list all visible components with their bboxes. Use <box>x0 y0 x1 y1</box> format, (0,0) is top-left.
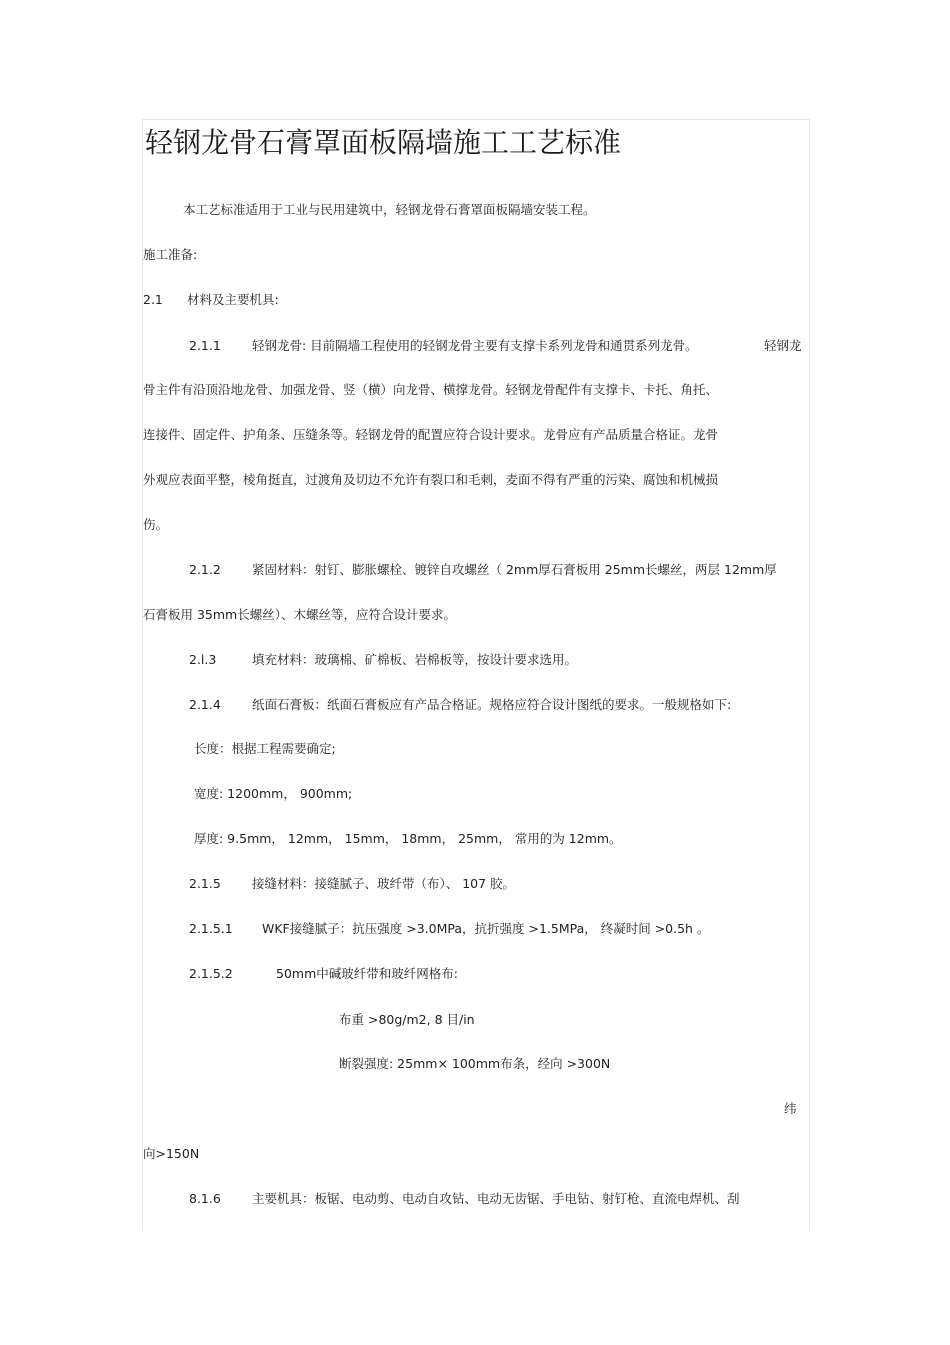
section-2-1-text: 材料及主要机具: <box>187 292 279 307</box>
section-2-1-5-text: 接缝材料：接缝腻子、玻纤带（布）、 107 胶。 <box>252 876 516 891</box>
section-2-1-4-number: 2.1.4 <box>189 697 221 712</box>
section-2-1-5-2-number: 2.1.5.2 <box>189 966 233 981</box>
spec-cloth-weight: 布重 >80g/m2, 8 目/in <box>339 1012 475 1027</box>
section-8-1-6-text: 主要机具：板锯、电动剪、电动自攻钻、电动无齿锯、手电钻、射钉枪、直流电焊机、刮 <box>252 1191 740 1206</box>
spec-width: 宽度: 1200mm， 900mm; <box>194 786 353 801</box>
section-2-1-1-line5: 伤。 <box>143 517 169 532</box>
spec-weft-char: 纬 <box>784 1101 797 1116</box>
section-2-1-2-number: 2.1.2 <box>189 562 221 577</box>
section-2-1-5-1-text: WKF接缝腻子：抗压强度 >3.0MPa，抗折强度 >1.5MPa， 终凝时间 >0.5h 。 <box>262 921 710 936</box>
section-2-1-1-number: 2.1.1 <box>189 338 221 353</box>
section-2-1-1-line1: 轻钢龙骨: 目前隔墙工程使用的轻钢龙骨主要有支撑卡系列龙骨和通贯系列龙骨。 <box>252 338 698 353</box>
section-2-1-3-number: 2.l.3 <box>189 652 217 667</box>
section-2-1-1-line1-end: 轻钢龙 <box>764 338 802 353</box>
section-2-1-5-1-number: 2.1.5.1 <box>189 921 233 936</box>
spec-weft-value: 向>150N <box>143 1146 200 1161</box>
section-2-1-3-text: 填充材料：玻璃棉、矿棉板、岩棉板等，按设计要求选用。 <box>252 652 578 667</box>
intro-paragraph: 本工艺标准适用于工业与民用建筑中，轻钢龙骨石膏罩面板隔墙安装工程。 <box>183 202 596 217</box>
section-2-1-1-line3: 连接件、固定件、护角条、压缝条等。轻钢龙骨的配置应符合设计要求。龙骨应有产品质量合格证。龙骨 <box>143 427 719 442</box>
section-2-1-1-line4: 外观应表面平整，棱角挺直，过渡角及切边不允许有裂口和毛刺，麦面不得有严重的污染、腐蚀和机械损 <box>143 472 719 487</box>
prep-heading: 施工准备: <box>143 247 198 262</box>
section-2-1-number: 2.1 <box>143 292 163 307</box>
section-2-1-1-line2: 骨主件有沿顶沿地龙骨、加强龙骨、竖（横）向龙骨、横撑龙骨。轻钢龙骨配件有支撑卡、卡托、角托、 <box>143 382 719 397</box>
section-2-1-4-text: 纸面石膏板：纸面石膏板应有产品合格证。规格应符合设计图纸的要求。一般规格如下: <box>252 697 732 712</box>
section-2-1-2-line1: 紧固材料：射钉、膨胀螺栓、镀锌自攻螺丝（ 2mm厚石膏板用 25mm长螺丝，两层 12mm厚 <box>252 562 777 577</box>
spec-breaking-strength: 断裂强度: 25mm× 100mm布条，经向 >300N <box>339 1056 611 1071</box>
section-2-1-2-line2: 石膏板用 35mm长螺丝）、木螺丝等，应符合设计要求。 <box>143 607 456 622</box>
section-8-1-6-number: 8.1.6 <box>189 1191 221 1206</box>
section-2-1-5-number: 2.1.5 <box>189 876 221 891</box>
spec-thickness: 厚度: 9.5mm， 12mm， 15mm， 18mm， 25mm， 常用的为 12mm。 <box>194 831 622 846</box>
document-title: 轻钢龙骨石膏罩面板隔墙施工工艺标准 <box>145 126 622 159</box>
spec-length: 长度：根据工程需要确定; <box>194 741 336 756</box>
section-2-1-5-2-text: 50mm中碱玻纤带和玻纤网格布: <box>276 966 458 981</box>
